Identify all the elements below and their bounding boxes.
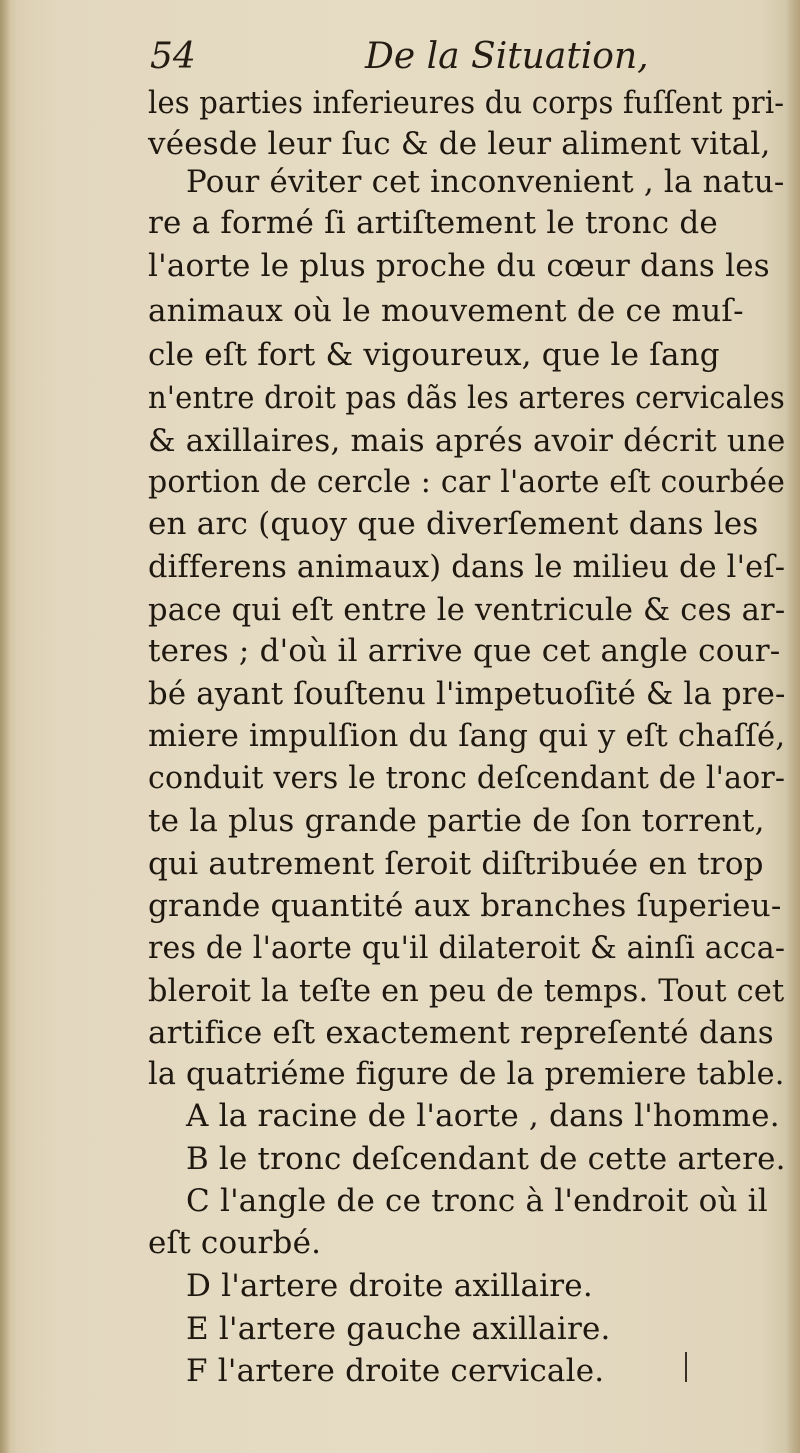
page-edge-shadow: [786, 0, 800, 1453]
text-line: teres ; d'où il arrive que cet angle cour-: [148, 633, 781, 669]
text-line: te la plus grande partie de ſon torrent,: [148, 803, 765, 839]
running-title: De la Situation,: [365, 36, 649, 77]
text-line: portion de cercle : car l'aorte eſt courbée: [148, 464, 786, 500]
legend-entry: B le tronc deſcendant de cette artere.: [186, 1141, 786, 1177]
text-line: re a formé ſi artiſtement le tronc de: [148, 205, 718, 241]
text-line: animaux où le mouvement de ce muſ-: [148, 293, 744, 329]
text-line: & axillaires, mais aprés avoir décrit une: [148, 423, 786, 459]
text-line: conduit vers le tronc deſcendant de l'aor-: [148, 760, 786, 796]
legend-entry: A la racine de l'aorte , dans l'homme.: [186, 1098, 780, 1134]
ink-mark: [685, 1352, 687, 1382]
text-line: qui autrement ſeroit diſtribuée en trop: [148, 846, 764, 882]
text-line: bé ayant ſouſtenu l'impetuoſité & la pre-: [148, 676, 786, 712]
page-number: 54: [150, 36, 196, 77]
text-line: l'aorte le plus proche du cœur dans les: [148, 248, 770, 284]
text-line: n'entre droit pas dãs les arteres cervicales: [148, 380, 785, 416]
page-header: [150, 36, 649, 84]
legend-entry: F l'artere droite cervicale.: [186, 1353, 605, 1389]
text-line: res de l'aorte qu'il dilateroit & ainſi acca-: [148, 930, 786, 966]
text-line: miere impulſion du ſang qui y eſt chaſſé,: [148, 718, 786, 754]
text-line: en arc (quoy que diverſement dans les: [148, 506, 759, 542]
text-line: differens animaux) dans le milieu de l'eſ-: [148, 549, 786, 585]
text-line: pace qui eſt entre le ventricule & ces ar-: [148, 592, 786, 628]
legend-entry: E l'artere gauche axillaire.: [186, 1311, 611, 1347]
text-line: artifice eſt exactement repreſenté dans: [148, 1015, 774, 1051]
text-line: cle eſt fort & vigoureux, que le ſang: [148, 337, 720, 373]
page-gutter-shadow: [0, 0, 10, 1453]
legend-entry: eſt courbé.: [148, 1225, 322, 1261]
text-line: Pour éviter cet inconvenient , la natu-: [186, 164, 785, 200]
text-line: les parties inferieures du corps fuſſent pri-: [148, 85, 785, 121]
legend-entry: D l'artere droite axillaire.: [186, 1268, 593, 1304]
text-line: la quatriéme figure de la premiere table.: [148, 1056, 785, 1092]
text-line: grande quantité aux branches ſuperieu-: [148, 888, 782, 924]
text-line: véesde leur ſuc & de leur aliment vital,: [148, 126, 771, 162]
legend-entry: C l'angle de ce tronc à l'endroit où il: [186, 1183, 768, 1219]
text-line: bleroit la teſte en peu de temps. Tout cet: [148, 973, 785, 1009]
